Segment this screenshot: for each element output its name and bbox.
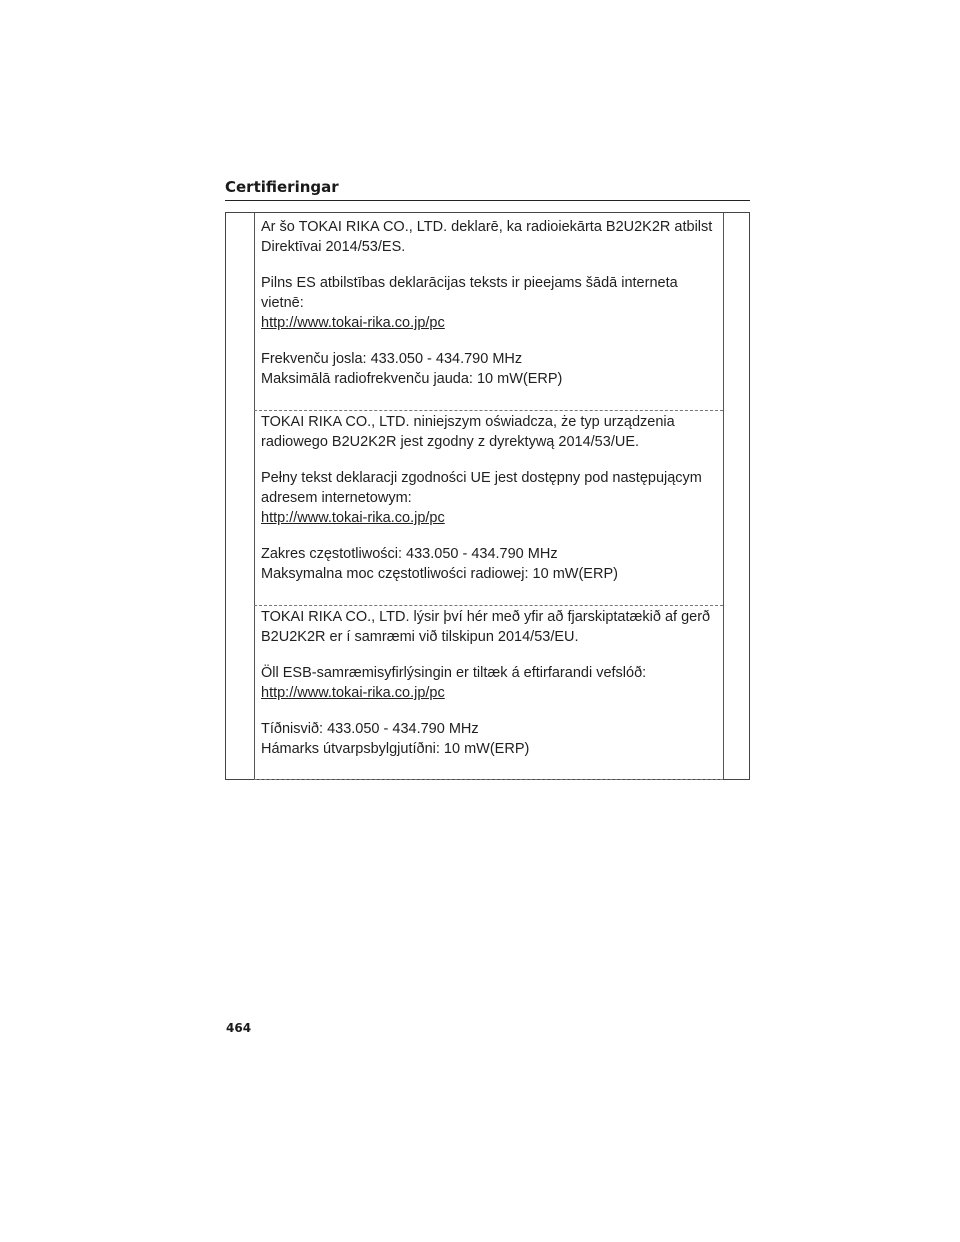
max-power-line: Hámarks útvarpsbylgjutíðni: 10 mW(ERP) [261,741,530,757]
table-right-column-line [723,213,724,779]
declaration-block-polish [261,412,721,584]
max-power-line: Maksimālā radiofrekvenču jauda: 10 mW(ERP) [261,371,563,387]
availability-line: Pilns ES atbilstības deklarācijas teksts ir pieejams šādā interneta [261,275,678,291]
declaration-line: TOKAI RIKA CO., LTD. lýsir því hér með yfir að fjarskiptatækið af gerð [261,609,711,625]
frequency-band-line: Zakres częstotliwości: 433.050 - 434.790 MHz [261,546,558,562]
section-title: Certifieringar [225,178,339,196]
frequency-band-line: Tíðnisvið: 433.050 - 434.790 MHz [261,721,479,737]
declaration-line: TOKAI RIKA CO., LTD. niniejszym oświadcza, że typ urządzenia [261,414,675,430]
availability-line: adresem internetowym: [261,490,412,506]
max-power-line: Maksymalna moc częstotliwości radiowej: 10 mW(ERP) [261,566,618,582]
availability-line: vietnē: [261,295,304,311]
block-separator [254,605,723,606]
declaration-line: B2U2K2R er í samræmi við tilskipun 2014/53/EU. [261,629,579,645]
declaration-link[interactable]: http://www.tokai-rika.co.jp/pc [261,315,445,331]
declaration-line: Direktīvai 2014/53/ES. [261,239,406,255]
declaration-link[interactable]: http://www.tokai-rika.co.jp/pc [261,685,445,701]
block-separator [254,779,723,780]
frequency-band-line: Frekvenču josla: 433.050 - 434.790 MHz [261,351,523,367]
table-left-column-line [254,213,255,779]
certification-table [225,212,750,780]
availability-line: Öll ESB-samræmisyfirlýsingin er tiltæk á eftirfarandi vefslóð: [261,665,647,681]
declaration-link[interactable]: http://www.tokai-rika.co.jp/pc [261,510,445,526]
declaration-line: radiowego B2U2K2R jest zgodny z dyrektywą 2014/53/UE. [261,434,640,450]
declaration-block-icelandic [261,607,721,759]
page-number: 464 [226,1021,252,1035]
block-separator [254,410,723,411]
declaration-block-latvian [261,217,721,389]
title-divider [225,200,750,201]
declaration-line: Ar šo TOKAI RIKA CO., LTD. deklarē, ka radioiekārta B2U2K2R atbilst [261,219,713,235]
availability-line: Pełny tekst deklaracji zgodności UE jest dostępny pod następującym [261,470,702,486]
